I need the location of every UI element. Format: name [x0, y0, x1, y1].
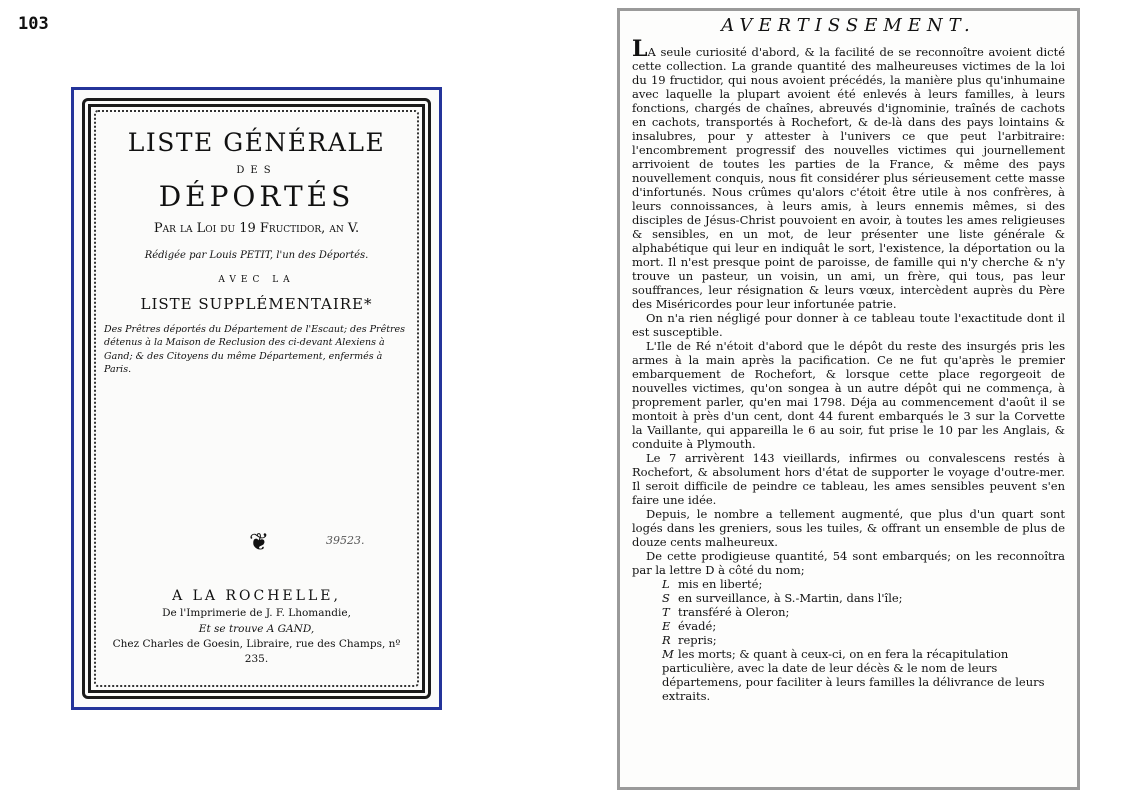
- title-line-2: DÉPORTÉS: [158, 180, 355, 213]
- paragraph-5: Depuis, le nombre a tellement augmenté, que plus d'un quart sont logés dans les greniers, sous les tuiles, & offrant un ensemble de plus de douze cents malheureux.: [632, 507, 1065, 549]
- legend-letter: E: [662, 619, 671, 633]
- paragraph-1: [632, 36, 1065, 311]
- imprint-printer: De l'Imprimerie de J. F. Lhomandie,: [162, 607, 351, 620]
- legend-letter: S: [662, 591, 670, 605]
- paragraph-6: De cette prodigieuse quantité, 54 sont embarqués; on les reconnoîtra par la lettre D à côté du nom;: [632, 549, 1065, 577]
- supplementary-list-title: LISTE SUPPLÉMENTAIRE*: [140, 295, 373, 313]
- legend-list: [632, 577, 1065, 703]
- legend-item: [662, 619, 1065, 633]
- imprint-seller: Chez Charles de Goesin, Libraire, rue des Champs, nº 235.: [112, 637, 401, 665]
- title-page-content: [104, 128, 409, 677]
- printer-device-icon: ❦: [248, 528, 270, 556]
- legend-item: [662, 577, 1065, 591]
- legend-item: [662, 591, 1065, 605]
- title-line-1: LISTE GÉNÉRALE: [127, 128, 386, 157]
- page-number: 103: [18, 14, 49, 34]
- paragraph-4: Le 7 arrivèrent 143 vieillards, infirmes ou convalescens restés à Rochefort, & absolument hors d'état de supporter le voyage d'outre-mer. Il seroit difficile de peindre ce tableau, les ames sensibles peuvent s'en faire une idée.: [632, 451, 1065, 507]
- supplementary-description: Des Prêtres déportés du Département de l'Escaut; des Prêtres détenus à la Maison de Reclusion des ci-devant Alexiens à Gand; & des Citoyens du même Département, enfermés à Paris.: [104, 324, 406, 375]
- legend-letter: T: [662, 605, 670, 619]
- title-page-scan: [71, 87, 442, 710]
- paragraph-2: On n'a rien négligé pour donner à ce tableau toute l'exactitude dont il est susceptible.: [632, 311, 1065, 339]
- stamp-number: 39523.: [326, 534, 365, 547]
- title-des: DES: [236, 165, 277, 176]
- drop-cap: L: [632, 36, 648, 62]
- legend-letter: R: [662, 633, 671, 647]
- paragraph-1-text: A seule curiosité d'abord, & la facilité de se reconnoître avoient dicté cette collection. La grande quantité des malheureuses victimes de la loi du 19 fructidor, qui nous avoient précédés, la manière plus qu'inhumaine avec laquelle la plupart avoient été enlevés à leurs familles, à leurs fonctions, chargés de chaînes, abreuvés d'ignominie, traînés de cachots en cachots, transportés à Rochefort, & de-là dans des pays lointains & insalubres, pour y attester à l'univers ce que peut l'arbitraire: l'encombrement progressif des nouvelles victimes qui journellement arrivoient de toutes les parties de la France, & même des pays nouvellement conquis, nous fit considérer plus sérieusement cette masse d'infortunés. Nous crûmes qu'alors c'étoit être utile à nos confrères, à leurs connoissances, à leurs amis, à leurs ennemis mêmes, si des disciples de Jésus-Christ pouvoient en avoir, à toutes les ames religieuses & sensibles, en un mot, de leur présenter une liste générale & alphabétique qui leur en indiquât le sort, l'existence, la déportation ou la mort. Il n'est presque point de paroisse, de famille qui n'y cherche & n'y trouve un pasteur, un voisin, un ami, un frère, qui tous, pas leur souffrances, leur résignation & leurs vœux, intercèdent auprès du Père des Miséricordes pour leur infortunée patrie.: [632, 45, 1065, 311]
- legend-text: repris;: [678, 633, 717, 647]
- legend-text: mis en liberté;: [678, 577, 763, 591]
- legend-text: les morts; & quant à ceux-ci, on en fera la récapitulation particulière, avec la date de leur décès & le nom de leurs départemens, pour faciliter à leurs familles la délivrance de leurs extraits.: [662, 647, 1045, 703]
- imprint-city: A LA ROCHELLE,: [172, 588, 341, 604]
- imprint-gand: Et se trouve A GAND,: [198, 622, 315, 635]
- library-stamp: [104, 528, 409, 568]
- avec-la: AVEC LA: [218, 275, 295, 285]
- author-line: Rédigée par Louis PETIT, l'un des Déportés.: [144, 250, 369, 261]
- avertissement-title: AVERTISSEMENT.: [721, 15, 976, 36]
- paragraph-3: L'Ile de Ré n'étoit d'abord que le dépôt du reste des insurgés pris les armes à la main après la pacification. Ce ne fut qu'après le premier embarquement de Rochefort, & lorsque cette place regorgeoit de nouvelles victimes, qu'on songea à un autre dépôt qui ne commença, à proprement parler, qu'en mai 1798. Déja au commencement d'août il se montoit à près d'un cent, dont 44 furent embarqués le 3 sur la Corvette la Vaillante, qui appareilla le 6 au soir, fut prise le 10 par les Anglais, & conduite à Plymouth.: [632, 339, 1065, 451]
- legend-letter: L: [662, 577, 670, 591]
- legend-text: évadé;: [678, 619, 717, 633]
- legend-item: [662, 605, 1065, 619]
- imprint-block: [104, 586, 409, 667]
- legend-text: en surveillance, à S.-Martin, dans l'île;: [678, 591, 903, 605]
- avertissement-page-scan: [617, 8, 1080, 790]
- legend-text: transféré à Oleron;: [678, 605, 790, 619]
- legend-item: [662, 647, 1065, 703]
- legend-letter: M: [662, 647, 674, 661]
- law-subtitle: Par la Loi du 19 Fructidor, an V.: [153, 221, 360, 236]
- legend-item: [662, 633, 1065, 647]
